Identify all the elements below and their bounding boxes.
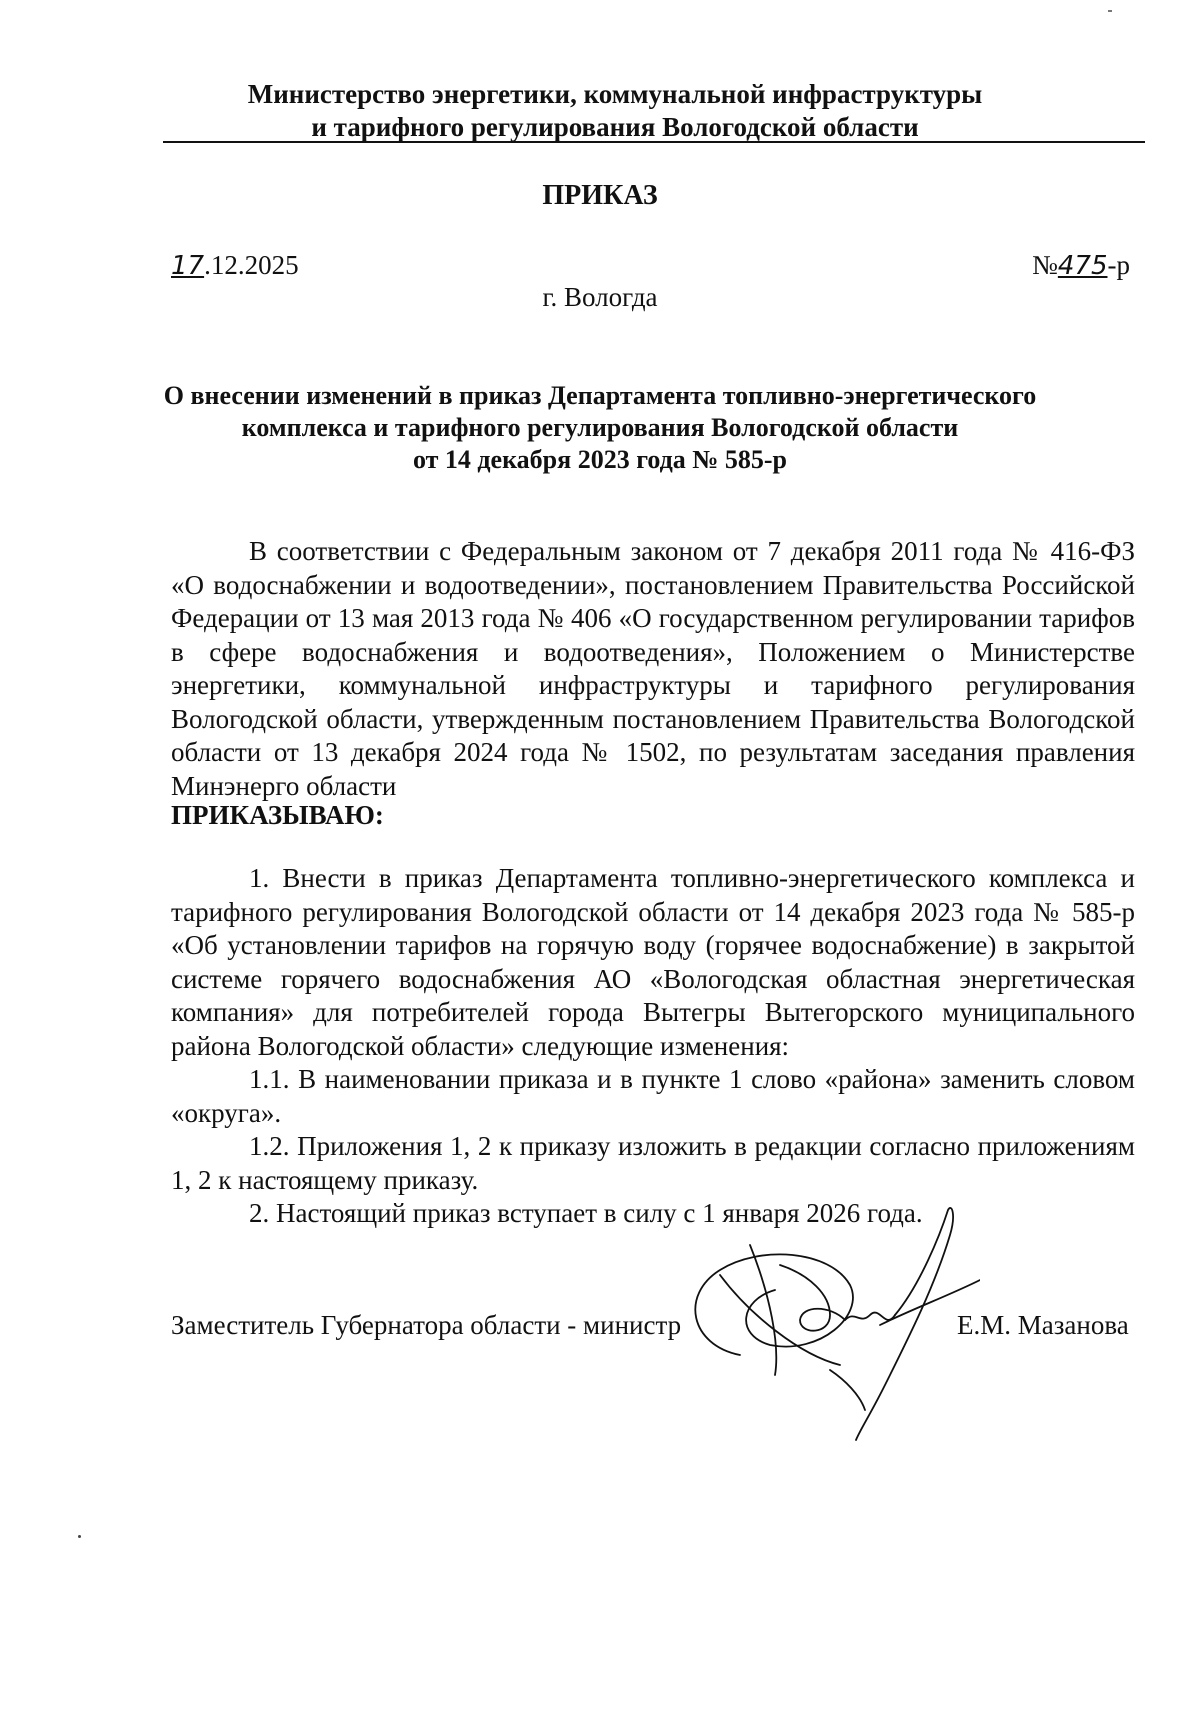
ministry-header-line1: Министерство энергетики, коммунальной инфраструктуры: [247, 79, 983, 109]
title-line3: от 14 декабря 2023 года № 585-р: [412, 445, 788, 474]
title-line2: комплекса и тарифного регулирования Вологодской области: [241, 413, 959, 442]
order-item-1-1: 1.1. В наименовании приказа и в пункте 1 слово «района» заменить словом «округа».: [171, 1064, 1135, 1128]
preamble-paragraph: [171, 535, 1135, 803]
ministry-header-line2: и тарифного регулирования Вологодской области: [311, 112, 919, 142]
order-item-1: 1. Внести в приказ Департамента топливно-энергетического комплекса и тарифного регулирования Вологодской области от 14 декабря 2023 года № 585-р «Об установлении тарифов на горячую воду (горячее водоснабжение) в закрытой системе горячего водоснабжения АО «Вологодская областная энергетическая компания» для потребителей города Вытегры Вытегорского муниципального района Вологодской области» следующие изменения:: [171, 863, 1135, 1061]
scan-speck: [78, 1535, 81, 1538]
preamble-text: В соответствии с Федеральным законом от 7 декабря 2011 года № 416-ФЗ «О водоснабжении и водоотведении», постановлением Правительства Российской Федерации от 13 мая 2013 года № 406 «О государственном регулировании тарифов в сфере водоснабжения и водоотведения», Положением о Министерстве энергетики, коммунальной инфраструктуры и тарифного регулирования Вологодской области, утвержденным постановлением Правительства Вологодской области от 13 декабря 2024 года № 1502, по результатам заседания правления Минэнерго области: [171, 536, 1135, 801]
signatory-name: Е.М. Мазанова: [957, 1310, 1129, 1340]
order-word: ПРИКАЗЫВАЮ:: [171, 800, 384, 830]
order-item-2: 2. Настоящий приказ вступает в силу с 1 января 2026 года.: [249, 1198, 923, 1228]
document-type: ПРИКАЗ: [542, 180, 658, 211]
header-divider: [163, 141, 1145, 143]
number-suffix: -р: [1107, 250, 1130, 280]
order-date: [171, 250, 299, 281]
signatory-position: Заместитель Губернатора области - министр: [171, 1310, 682, 1340]
order-items: [171, 862, 1135, 1231]
order-number: [1032, 250, 1130, 281]
handwritten-day: 17: [171, 251, 205, 281]
city: г. Вологда: [542, 282, 658, 312]
ministry-header: [170, 78, 1060, 144]
document-title: [150, 380, 1050, 476]
handwritten-number: 475: [1057, 251, 1108, 281]
number-prefix: №: [1032, 250, 1058, 280]
scan-mark: [1108, 10, 1112, 12]
date-month-year: .12.2025: [204, 250, 299, 280]
handwritten-signature: [680, 1205, 980, 1445]
order-item-1-2: 1.2. Приложения 1, 2 к приказу изложить в редакции согласно приложениям 1, 2 к настоящему приказу.: [171, 1131, 1135, 1195]
title-line1: О внесении изменений в приказ Департамента топливно-энергетического: [163, 381, 1037, 410]
